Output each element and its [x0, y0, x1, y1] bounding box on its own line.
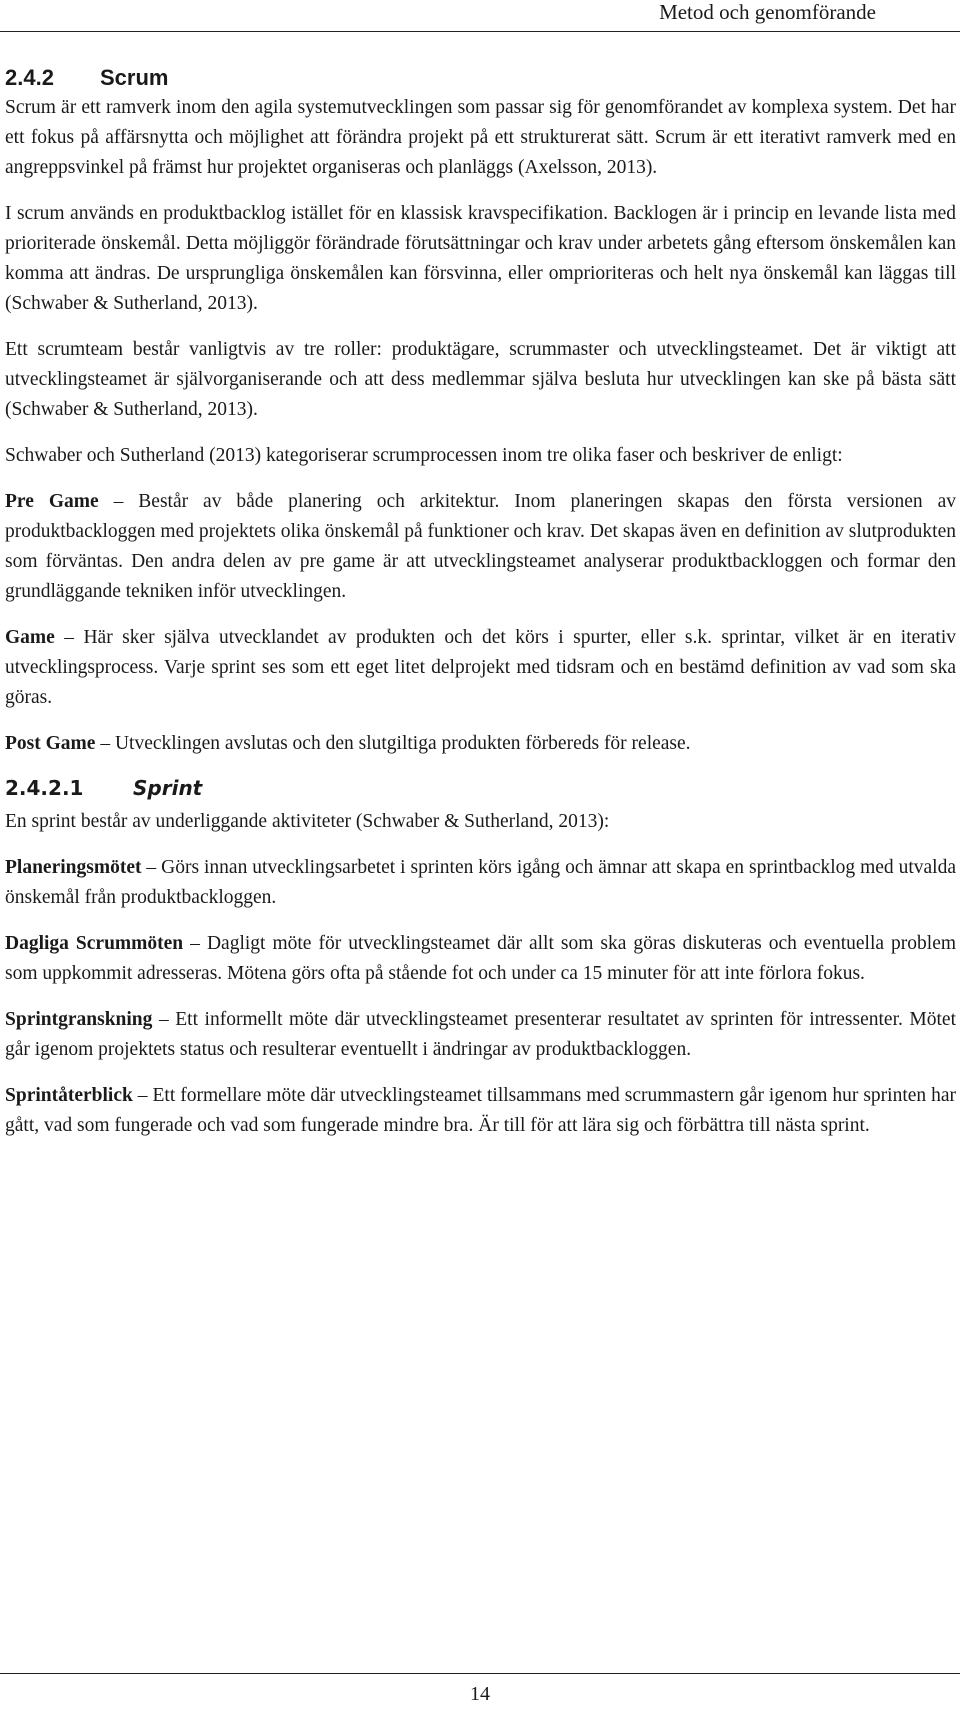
activity-daily-scrum — [5, 929, 956, 989]
activity-retrospective — [5, 1081, 956, 1141]
phase-dash: – — [98, 491, 139, 512]
activity-dash: – — [152, 1009, 176, 1030]
activity-description: Dagligt möte för utvecklingsteamet där allt som ska göras diskuteras och eventuella problem som uppkommit adresseras. Mötena görs ofta på stående fot och under ca 15 minuter för att inte förlora fokus. — [5, 933, 957, 984]
activity-dash: – — [141, 857, 162, 878]
phase-post-game — [5, 729, 956, 759]
phase-pre-game — [5, 487, 956, 607]
activity-sprint-review — [5, 1005, 956, 1065]
phase-term: Game — [5, 627, 55, 648]
activity-term: Sprintgranskning — [5, 1009, 153, 1030]
section-number: 2.4.2 — [5, 65, 54, 90]
activity-dash: – — [132, 1085, 153, 1106]
subsection-number: 2.4.2.1 — [5, 776, 84, 800]
activity-term: Dagliga Scrummöten — [5, 933, 184, 954]
subsection-title: Sprint — [133, 776, 203, 800]
phase-description: Består av både planering och arkitektur. Inom planeringen skapas den första versionen av produktbackloggen med projektets olika önskemål på funktioner och krav. Det skapas även en definition av slutprodukten som förväntas. Den andra delen av pre game är att utvecklingsteamet analyserar produktbackloggen och formar den grundläggande tekniken inför utvecklingen. — [5, 491, 957, 602]
section-heading — [5, 63, 956, 93]
document-body — [5, 63, 956, 1141]
activity-term: Planeringsmötet — [5, 857, 142, 878]
paragraph-team: Ett scrumteam består vanligtvis av tre roller: produktägare, scrummaster och utvecklingsteamet. Det är viktigt att utvecklingsteamet är självorganiserande och att dess medlemmar själva besluta hur utvecklingen kan ske på bästa sätt (Schwaber & Sutherland, 2013). — [5, 339, 956, 420]
paragraph-intro: Scrum är ett ramverk inom den agila systemutvecklingen som passar sig för genomförandet av komplexa system. Det har ett fokus på affärsnytta och möjlighet att förändra projekt på ett strukturerat sätt. Scrum är ett iterativt ramverk med en angreppsvinkel på främst hur projektet organiseras och planläggs (Axelsson, 2013). — [5, 97, 956, 178]
phase-dash: – — [54, 627, 84, 648]
phase-term: Post Game — [5, 733, 96, 754]
running-header: Metod och genomförande — [659, 0, 876, 24]
phase-term: Pre Game — [5, 491, 99, 512]
activity-term: Sprintåterblick — [5, 1085, 133, 1106]
phase-dash: – — [95, 733, 115, 754]
activity-dash: – — [183, 933, 207, 954]
paragraph-phases-intro: Schwaber och Sutherland (2013) kategoriserar scrumprocessen inom tre olika faser och beskriver de enligt: — [5, 445, 843, 466]
phase-description: Utvecklingen avslutas och den slutgiltiga produkten förbereds för release. — [114, 733, 691, 754]
page-number: 14 — [470, 1683, 490, 1705]
paragraph-sprint-intro: En sprint består av underliggande aktiviteter (Schwaber & Sutherland, 2013): — [5, 811, 610, 832]
header-rule — [0, 31, 960, 32]
footer-rule — [0, 1673, 960, 1674]
activity-description: Ett informellt möte där utvecklingsteamet presenterar resultatet av sprinten för intressenter. Mötet går igenom projektets status och resulterar eventuellt i ändringar av produktbackloggen. — [5, 1009, 957, 1060]
activity-planning — [5, 853, 956, 913]
section-title: Scrum — [100, 65, 169, 90]
paragraph-backlog: I scrum används en produktbacklog istället för en klassisk kravspecifikation. Backlogen är i princip en levande lista med prioriterade önskemål. Detta möjliggör förändrade förutsättningar och krav under arbetets gång eftersom önskemålen kan komma att ändras. De ursprungliga önskemålen kan försvinna, eller omprioriteras och helt nya önskemål kan läggas till (Schwaber & Sutherland, 2013). — [5, 203, 956, 314]
phase-description: Här sker själva utvecklandet av produkten och det körs i spurter, eller s.k. sprintar, vilket är en iterativ utvecklingsprocess. Varje sprint ses som ett eget litet delprojekt med tidsram och en bestämd definition av vad som ska göras. — [5, 627, 957, 708]
activity-description: Görs innan utvecklingsarbetet i sprinten körs igång och ämnar att skapa en sprintbacklog med utvalda önskemål från produktbackloggen. — [5, 857, 957, 908]
phase-game — [5, 623, 956, 713]
activity-description: Ett formellare möte där utvecklingsteamet tillsammans med scrummastern går igenom hur sprinten har gått, vad som fungerade och vad som fungerade mindre bra. Är till för att lära sig och förbättra till nästa sprint. — [5, 1085, 957, 1136]
subsection-heading — [5, 773, 956, 803]
